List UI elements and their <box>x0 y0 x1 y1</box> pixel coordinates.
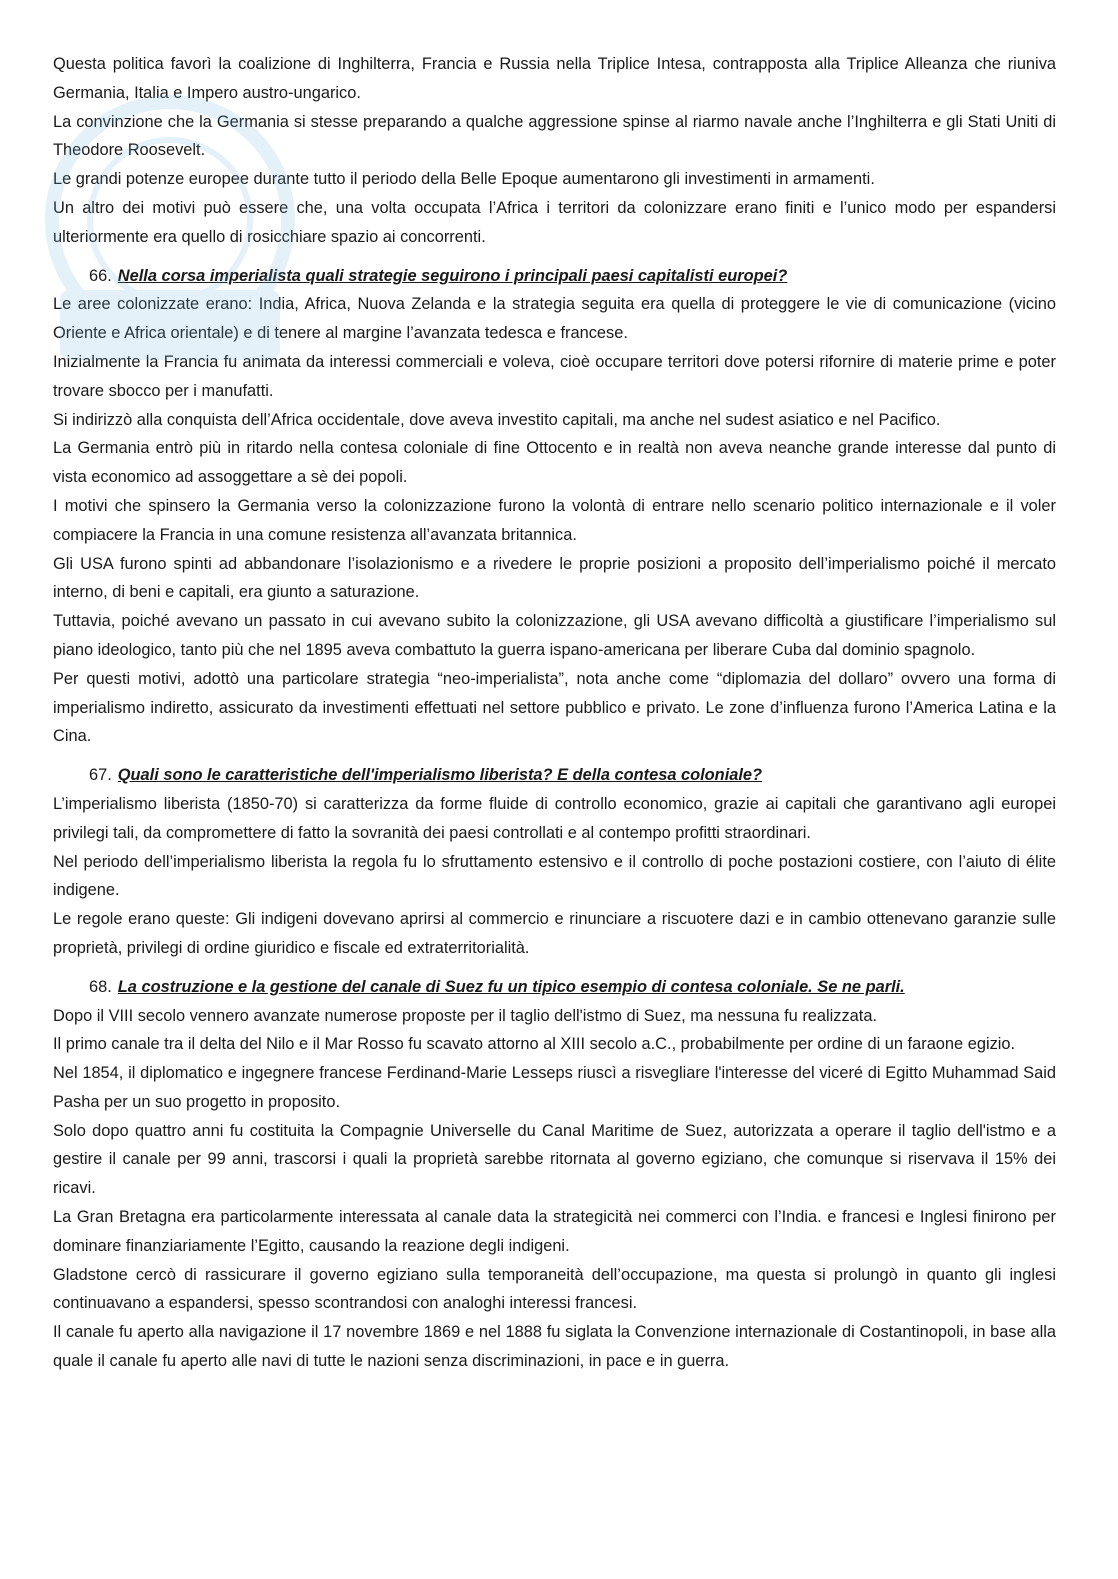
paragraph: Il canale fu aperto alla navigazione il 17 novembre 1869 e nel 1888 fu siglata la Convenzione internazionale di Costantinopoli, in base alla quale il canale fu aperto alle navi di tutte le nazioni senza discriminazioni, in pace e in guerra. <box>53 1323 1056 1371</box>
paragraph: Inizialmente la Francia fu animata da interessi commerciali e voleva, cioè occupare territori dove potersi rifornire di materie prime e poter trovare sbocco per i manufatti. <box>53 352 1056 400</box>
paragraph: L’imperialismo liberista (1850-70) si caratterizza da forme fluide di controllo economico, grazie ai capitali che garantivano agli europei privilegi tali, da compromettere di fatto la sovranità dei paesi controllati e al contempo profitti straordinari. <box>53 794 1056 842</box>
section-66 <box>53 262 1056 752</box>
section-67 <box>53 761 1056 963</box>
paragraph: Nel periodo dell’imperialismo liberista la regola fu lo sfruttamento estensivo e il controllo di poche postazioni costiere, con l’aiuto di élite indigene. <box>53 852 1056 900</box>
question-number: 68. <box>89 977 112 996</box>
paragraph: Questa politica favorì la coalizione di Inghilterra, Francia e Russia nella Triplice Intesa, contrapposta alla Triplice Alleanza che riuniva Germania, Italia e Impero austro-ungarico. <box>53 55 1056 102</box>
question-heading <box>53 262 1056 291</box>
paragraph: Nel 1854, il diplomatico e ingegnere francese Ferdinand-Marie Lesseps riuscì a risvegliare l'interesse del viceré di Egitto Muhammad Said Pasha per un suo progetto in proposito. <box>53 1064 1056 1111</box>
paragraph: Solo dopo quattro anni fu costituita la Compagnie Universelle du Canal Maritime de Suez, autorizzata a operare il taglio dell'istmo e a gestire il canale per 99 anni, trascorsi i quali la proprietà sarebbe ritornata al governo egiziano, che comunque si riservava il 15% dei ricavi. <box>53 1121 1056 1198</box>
question-number: 67. <box>89 766 112 785</box>
intro-block <box>53 50 1056 252</box>
paragraph: Dopo il VIII secolo vennero avanzate numerose proposte per il taglio dell'istmo di Suez, ma nessuna fu realizzata. <box>53 1006 878 1025</box>
paragraph: Le aree colonizzate erano: India, Africa, Nuova Zelanda e la strategia seguita era quella di proteggere le vie di comunicazione (vicino Oriente e Africa orientale) e di tenere al margine l’avanzata tedesca e francese. <box>53 295 1056 343</box>
question-heading <box>53 973 1056 1002</box>
paragraph: Gladstone cercò di rassicurare il governo egiziano sulla temporaneità dell’occupazione, ma questa si prolungò in quanto gli inglesi continuavano a espandersi, spesso scontrandosi con analoghi interessi francesi. <box>53 1265 1056 1313</box>
paragraph: Il primo canale tra il delta del Nilo e il Mar Rosso fu scavato attorno al XIII secolo a.C., probabilmente per ordine di un faraone egizio. <box>53 1035 1016 1054</box>
paragraph: Gli USA furono spinti ad abbandonare l’isolazionismo e a rivedere le proprie posizioni a proposito dell’imperialismo poiché il mercato interno, di beni e capitali, era giunto a saturazione. <box>53 554 1056 602</box>
paragraph: I motivi che spinsero la Germania verso la colonizzazione furono la volontà di entrare nello scenario politico internazionale e il voler compiacere la Francia in una comune resistenza all’avanzata britannica. <box>53 496 1056 544</box>
section-68 <box>53 973 1056 1376</box>
paragraph: Si indirizzò alla conquista dell’Africa occidentale, dove aveva investito capitali, ma anche nel sudest asiatico e nel Pacifico. <box>53 410 941 429</box>
paragraph: Le regole erano queste: Gli indigeni dovevano aprirsi al commercio e rinunciare a riscuotere dazi e in cambio ottenevano garanzie sulle proprietà, privilegi di ordine giuridico e fiscale ed extraterritorialità. <box>53 910 1056 957</box>
question-number: 66. <box>89 266 112 285</box>
question-text: Quali sono le caratteristiche dell'imperialismo liberista? E della contesa coloniale? <box>117 766 763 785</box>
paragraph: La Germania entrò più in ritardo nella contesa coloniale di fine Ottocento e in realtà non aveva neanche grande interesse dal punto di vista economico ad assoggettare a sè dei popoli. <box>53 439 1056 487</box>
paragraph: Per questi motivi, adottò una particolare strategia “neo-imperialista”, nota anche come “diplomazia del dollaro” ovvero una forma di imperialismo indiretto, assicurato da investimenti effettuati nel settore pubblico e privato. Le zone d’influenza furono l’America Latina e la Cina. <box>53 669 1056 746</box>
question-heading <box>53 761 1056 790</box>
paragraph: La Gran Bretagna era particolarmente interessata al canale data la strategicità nei commerci con l’India. e francesi e Inglesi finirono per dominare finanziariamente l’Egitto, causando la reazione degli indigeni. <box>53 1208 1056 1255</box>
question-text: Nella corsa imperialista quali strategie seguirono i principali paesi capitalisti europei? <box>117 266 788 285</box>
paragraph: Le grandi potenze europee durante tutto il periodo della Belle Epoque aumentarono gli investimenti in armamenti. <box>53 170 875 189</box>
paragraph: Tuttavia, poiché avevano un passato in cui avevano subito la colonizzazione, gli USA avevano difficoltà a giustificare l’imperialismo sul piano ideologico, tanto più che nel 1895 aveva combattuto la guerra ispano-americana per liberare Cuba dal dominio spagnolo. <box>53 612 1056 659</box>
paragraph: Un altro dei motivi può essere che, una volta occupata l’Africa i territori da colonizzare erano finiti e l’unico modo per espandersi ulteriormente era quello di rosicchiare spazio ai concorrenti. <box>53 198 1056 246</box>
question-text: La costruzione e la gestione del canale di Suez fu un tipico esempio di contesa coloniale. Se ne parli. <box>117 977 905 996</box>
paragraph: La convinzione che la Germania si stesse preparando a qualche aggressione spinse al riarmo navale anche l’Inghilterra e gli Stati Uniti di Theodore Roosevelt. <box>53 112 1056 160</box>
